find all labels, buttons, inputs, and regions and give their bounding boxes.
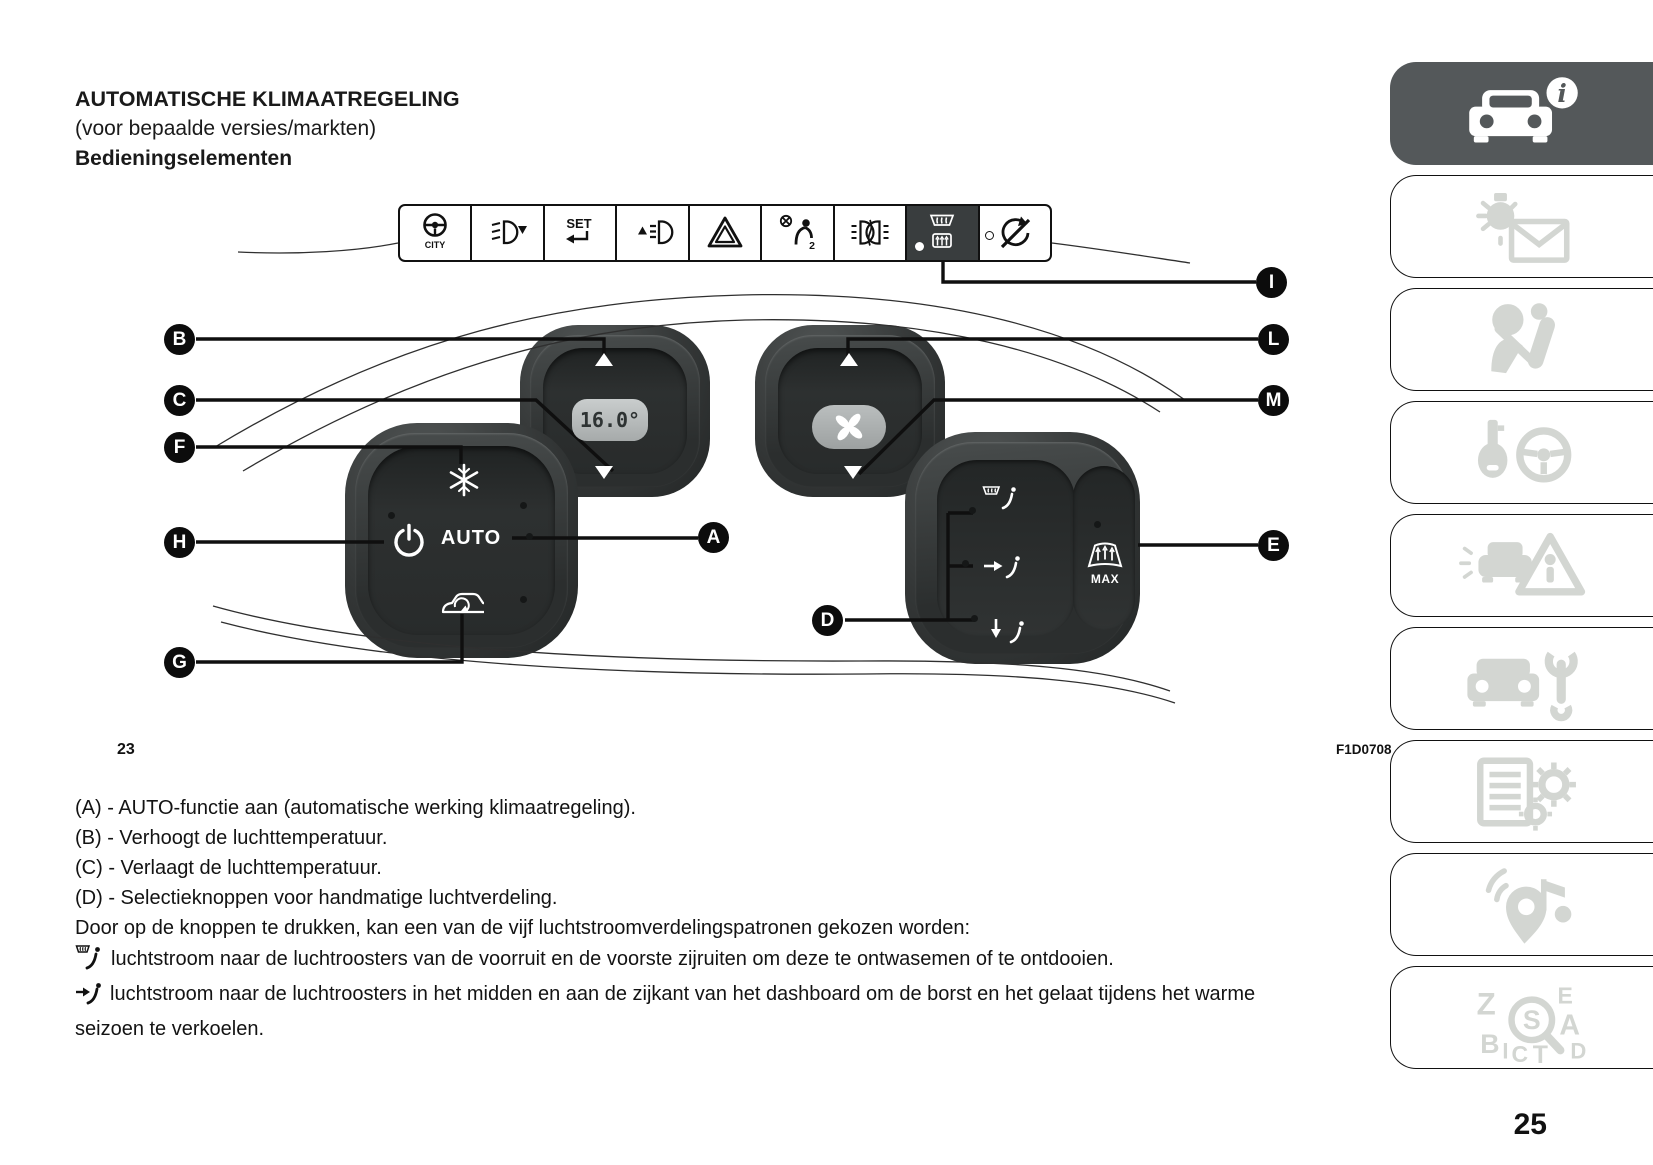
fog-lights-button[interactable] — [835, 206, 907, 260]
callout-c: C — [164, 385, 195, 416]
callout-i: I — [1256, 267, 1287, 298]
temperature-value: 16.0° — [579, 408, 641, 432]
warning-lights-and-messages-icon — [1441, 181, 1606, 273]
power-button[interactable] — [390, 521, 428, 559]
led-dot — [388, 512, 395, 519]
set-label: SET — [566, 216, 592, 231]
safety-icon — [1441, 294, 1606, 386]
svg-text:S: S — [1522, 1004, 1541, 1035]
callout-g: G — [164, 647, 195, 678]
auto-button[interactable] — [436, 527, 506, 550]
max-label-wrap — [1084, 572, 1126, 586]
servicing-and-maintenance-icon — [1441, 633, 1606, 725]
svg-text:A: A — [1559, 1009, 1580, 1042]
dashboard-button-strip — [398, 204, 1052, 262]
figure-number: 23 — [117, 741, 135, 758]
set-button[interactable] — [545, 206, 617, 260]
page-header — [75, 84, 460, 174]
floor-vent-icon — [991, 619, 1024, 642]
headlight-leveling-icon — [486, 211, 530, 255]
callout-e: E — [1258, 530, 1289, 561]
esc-off-icon — [993, 211, 1037, 255]
technical-data-icon — [1441, 746, 1606, 838]
airbag-number-label: 2 — [809, 240, 816, 252]
max-label: MAX — [1090, 572, 1120, 586]
distribution-floor-button[interactable] — [988, 616, 1026, 644]
windshield-defrost-vent-icon — [75, 943, 103, 979]
callout-a: A — [698, 522, 729, 553]
callout-m: M — [1258, 385, 1289, 416]
fog-lights-icon — [848, 211, 892, 255]
callout-f: F — [164, 432, 195, 463]
city-label: CITY — [424, 240, 446, 250]
recirculation-button[interactable] — [440, 588, 484, 616]
ac-snowflake-button[interactable] — [446, 462, 482, 498]
in-an-emergency-icon — [1441, 520, 1606, 612]
starting-and-driving-icon — [1441, 407, 1606, 499]
distribution-vents-button[interactable] — [982, 553, 1022, 579]
page-number: 25 — [1513, 1108, 1547, 1141]
airflow-item-vents: luchtstroom naar de luchtroosters in het midden en aan de zijkant van het dashboard om de borst en het gelaat tijdens het warme seizoen te verkoelen. — [75, 983, 1256, 1040]
vehicle-info-icon — [1441, 68, 1606, 160]
fan-icon — [829, 412, 869, 442]
led-dot — [962, 560, 969, 567]
set-return-icon — [558, 211, 602, 255]
page-subtitle: (voor bepaalde versies/markten) — [75, 117, 377, 140]
main-beam-flash-button[interactable] — [617, 206, 689, 260]
legend-line-a: (A) - AUTO-functie aan (automatische werking klimaatregeling). — [75, 797, 636, 819]
temperature-up-button[interactable] — [595, 353, 613, 366]
fan-speed-down-button[interactable] — [844, 466, 862, 479]
auto-label: AUTO — [440, 527, 502, 549]
sidebar-tab-safety[interactable] — [1390, 288, 1653, 391]
sidebar-tab-alphabetical-index[interactable] — [1390, 966, 1653, 1069]
sidebar-tab-servicing-and-maintenance[interactable] — [1390, 627, 1653, 730]
led-dot — [969, 507, 976, 514]
power-icon — [396, 526, 422, 556]
svg-text:B: B — [1480, 1028, 1500, 1059]
max-defrost-icon — [1089, 544, 1121, 567]
callout-d: D — [812, 605, 843, 636]
dashboard-vents-inline-icon — [75, 981, 102, 1014]
heated-rear-window-icon — [920, 211, 964, 255]
esc-off-button[interactable] — [980, 206, 1050, 260]
sidebar-tab-vehicle-info[interactable] — [1390, 62, 1653, 165]
intro-line: Door op de knoppen te drukken, kan een van de vijf luchtstroomverdelingspatronen gekozen worden: — [75, 917, 971, 939]
dashboard-vents-icon — [984, 556, 1020, 577]
temperature-down-button[interactable] — [595, 466, 613, 479]
sidebar-tab-in-an-emergency[interactable] — [1390, 514, 1653, 617]
led-dot — [520, 596, 527, 603]
snowflake-icon — [451, 465, 477, 495]
svg-text:E: E — [1557, 981, 1573, 1008]
sidebar-tab-starting-and-driving[interactable] — [1390, 401, 1653, 504]
airflow-item-defrost: luchtstroom naar de luchtroosters van de voorruit en de voorste zijruiten om deze te ontwasemen of te ontdooien. — [75, 943, 1320, 979]
city-steering-wheel-icon — [413, 210, 457, 256]
svg-text:Z: Z — [1476, 985, 1496, 1021]
legend-line-d: (D) - Selectieknoppen voor handmatige luchtverdeling. — [75, 887, 558, 909]
hazard-lights-icon — [703, 211, 747, 255]
temperature-display — [572, 399, 648, 441]
distribution-windshield-button[interactable] — [982, 484, 1020, 510]
fan-speed-up-button[interactable] — [840, 353, 858, 366]
callout-h: H — [164, 527, 195, 558]
figure-code: F1D0708 — [1336, 742, 1392, 757]
heated-rear-window-button[interactable] — [907, 206, 979, 260]
svg-text:D: D — [1570, 1037, 1587, 1063]
info-letter: i — [1557, 78, 1567, 108]
sidebar-tab-technical-data[interactable] — [1390, 740, 1653, 843]
heated-rear-window-led — [915, 242, 924, 251]
sidebar-tab-multimedia[interactable] — [1390, 853, 1653, 956]
svg-text:I: I — [1502, 1037, 1509, 1063]
callout-b: B — [164, 324, 195, 355]
led-dot — [520, 502, 527, 509]
max-defrost-button[interactable] — [1084, 540, 1126, 570]
passenger-airbag-off-icon — [775, 211, 819, 255]
legend-line-c: (C) - Verlaagt de luchttemperatuur. — [75, 857, 382, 879]
multimedia-icon — [1441, 859, 1606, 951]
city-mode-button[interactable] — [400, 206, 472, 260]
air-recirculation-icon — [443, 594, 484, 612]
led-dot — [1094, 521, 1101, 528]
callout-l: L — [1258, 324, 1289, 355]
fan-display — [812, 405, 886, 449]
page-title: AUTOMATISCHE KLIMAATREGELING — [75, 87, 460, 111]
alphabetical-index-icon — [1441, 972, 1606, 1064]
headlight-leveling-button[interactable] — [472, 206, 544, 260]
led-dot — [526, 533, 533, 540]
body-text — [75, 793, 1320, 1044]
windshield-vent-icon — [984, 487, 1016, 508]
passenger-airbag-off-button[interactable] — [762, 206, 834, 260]
esc-off-led — [985, 231, 994, 240]
main-beam-flash-icon — [631, 211, 675, 255]
sidebar-tab-warning-lights-and-messages[interactable] — [1390, 175, 1653, 278]
led-dot — [971, 615, 978, 622]
svg-text:C: C — [1511, 1040, 1529, 1064]
hazard-lights-button[interactable] — [690, 206, 762, 260]
svg-text:T: T — [1532, 1041, 1548, 1064]
section-heading: Bedieningselementen — [75, 147, 293, 170]
legend-line-b: (B) - Verhoogt de luchttemperatuur. — [75, 827, 388, 849]
